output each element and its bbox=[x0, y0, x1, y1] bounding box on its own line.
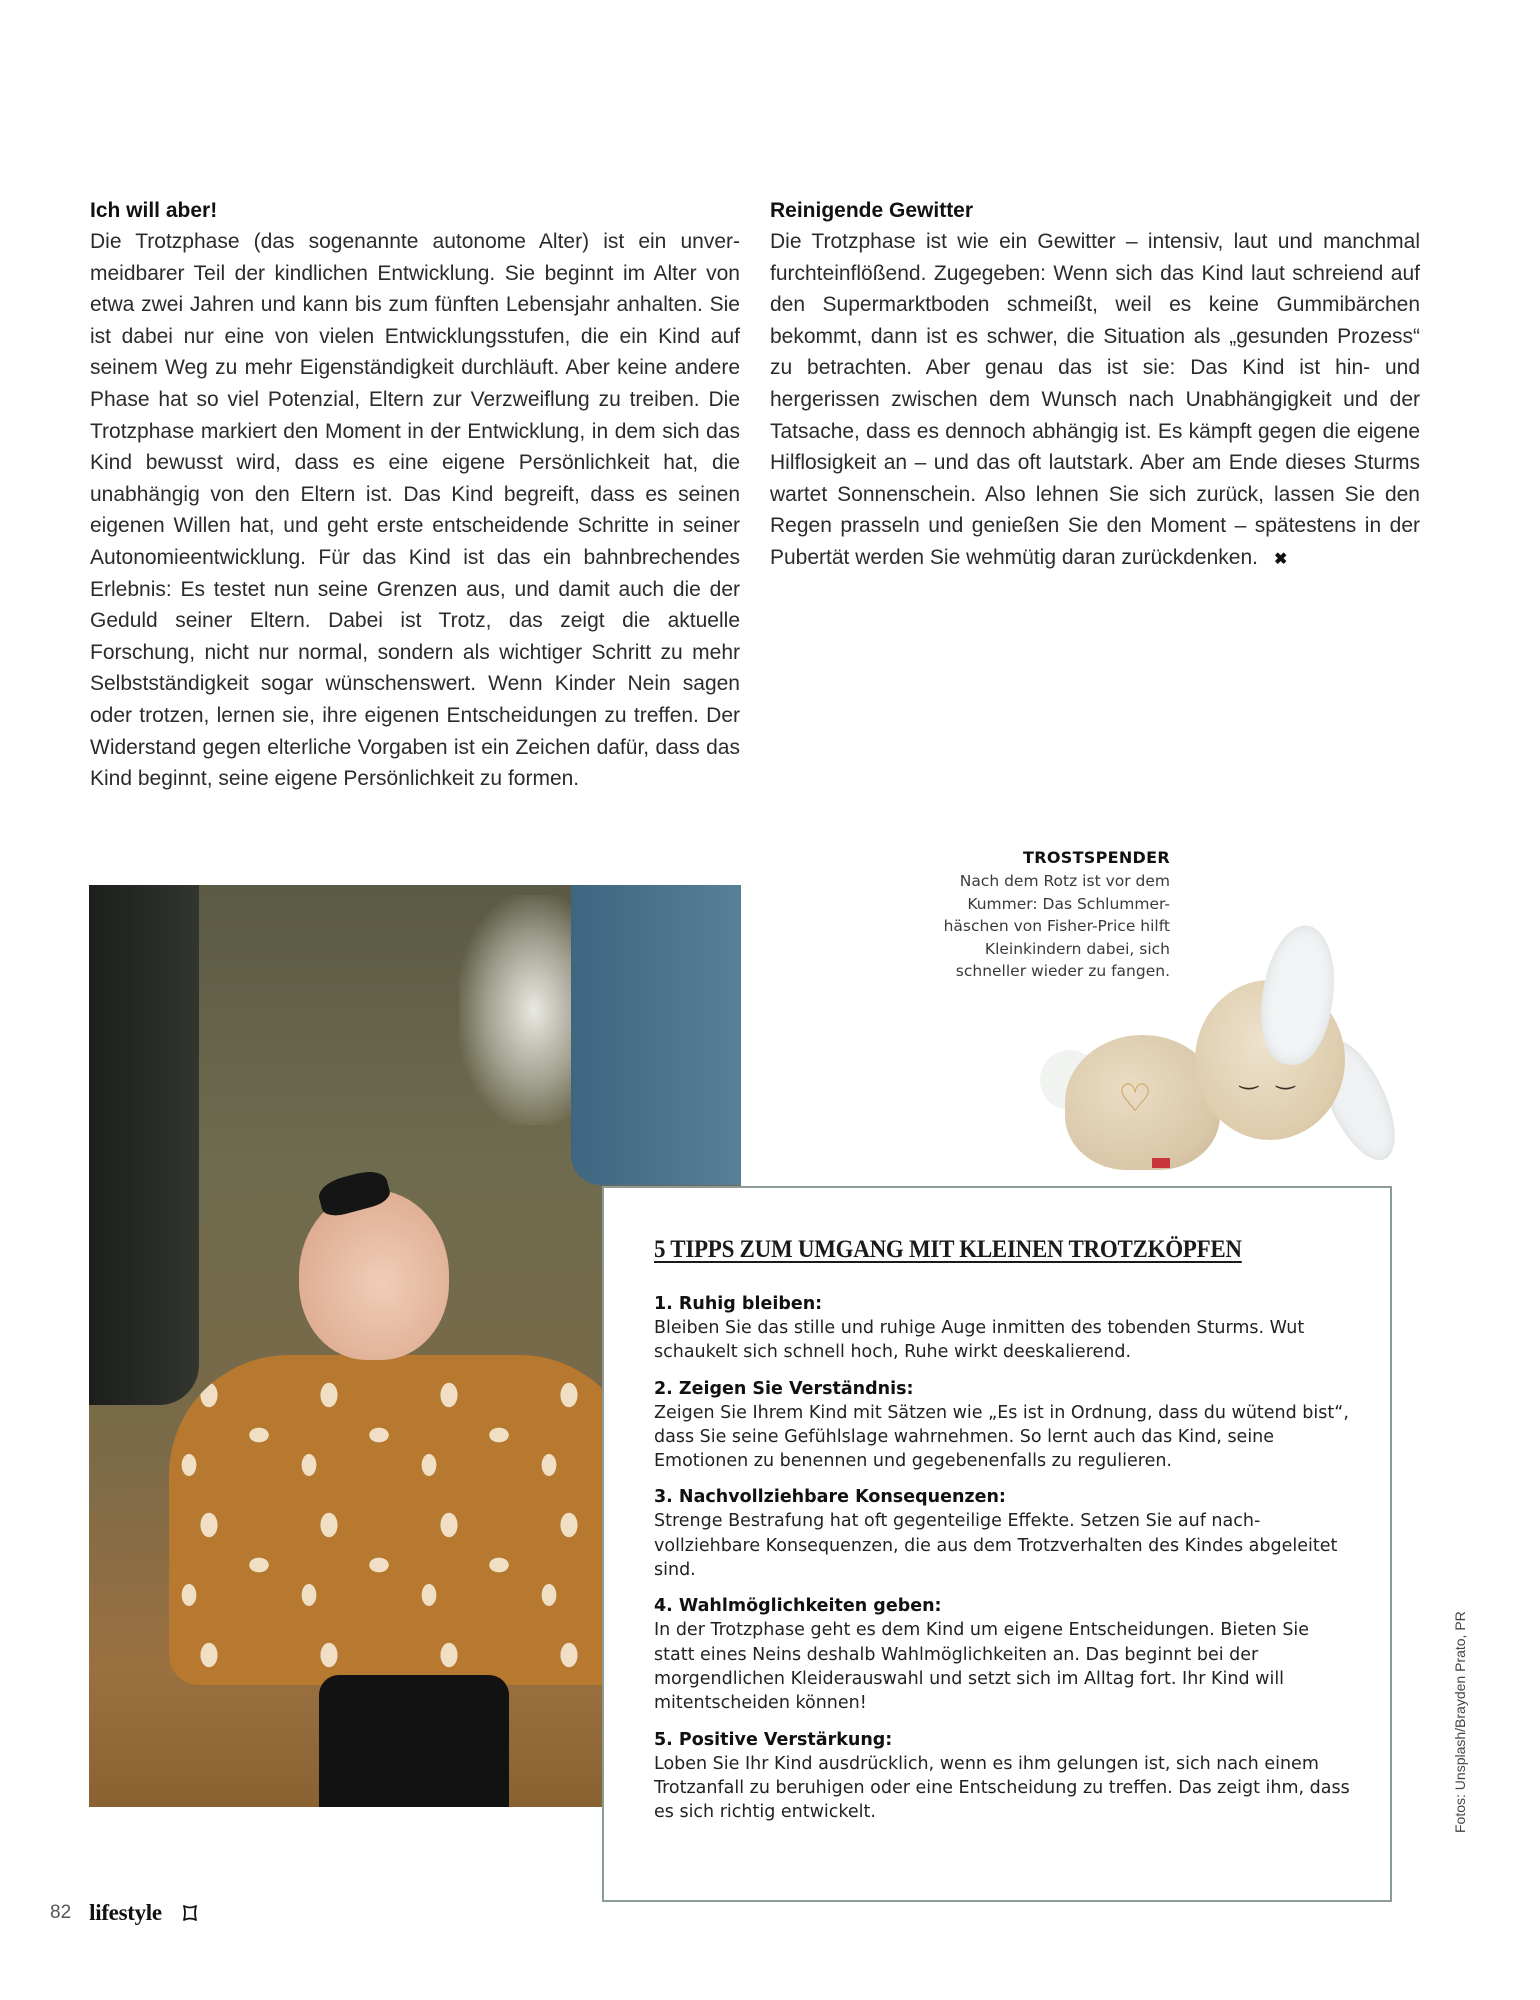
section-body-text: Die Trotzphase ist wie ein Gewitter – intensiv, laut und manchmal furchteinflößend. Zugegeben: Wenn sich das Kind laut schreiend auf den Supermarktboden schmeißt, weil es keine Gummibärchen bekommt, dann ist es schwer, die Situation als „gesunden Prozess“ zu betrachten. Aber genau das ist sie: Das Kind ist hin- und hergerissen zwischen dem Wunsch nach Unabhängigkeit und der Tatsache, dass es dennoch abhängig ist. Es kämpft gegen die eigene Hilflosigkeit an – und das oft lautstark. Aber am Ende dieses Sturms wartet Sonnenschein. Also lehnen Sie sich zurück, lassen Sie den Regen prasseln und genießen Sie den Moment – spätestens in der Pubertät werden Sie wehmütig daran zurückdenken. bbox=[770, 230, 1420, 569]
heart-icon: ♡ bbox=[1118, 1078, 1153, 1120]
photo-adult-right-arm bbox=[571, 885, 741, 1185]
tips-box-title: 5 TIPPS ZUM UMGANG MIT KLEINEN TROTZKÖPFEN bbox=[654, 1236, 1242, 1263]
page-footer bbox=[50, 1900, 200, 1926]
product-caption-title: TROSTSPENDER bbox=[1023, 848, 1170, 867]
article-section-reinigende-gewitter bbox=[770, 196, 1420, 576]
product-feature bbox=[930, 840, 1410, 1200]
end-mark-icon: ✖ bbox=[1273, 550, 1288, 568]
photo-adult-left-arm bbox=[89, 885, 199, 1405]
sleeping-face-icon: ‿ ‿ bbox=[1240, 1065, 1301, 1090]
tip-body: In der Trotzphase geht es dem Kind um eigene Entscheidungen. Bieten Sie statt eines Neins deshalb Wahlmöglichkeiten an. Das beginnt bei der morgendlichen Kleiderauswahl und setzt sich im Alltag fort. Ihr Kind will mitentscheiden können! bbox=[654, 1620, 1310, 1714]
tips-box bbox=[602, 1186, 1392, 1902]
photo-credit: Fotos: Unsplash/Brayden Prato, PR bbox=[1452, 1611, 1468, 1833]
section-heading: Ich will aber! bbox=[90, 199, 218, 222]
tip-title: 2. Zeigen Sie Verständnis: bbox=[654, 1378, 914, 1399]
article-section-ich-will-aber bbox=[90, 196, 740, 795]
page-number: 82 bbox=[50, 1902, 72, 1923]
tip-title: 1. Ruhig bleiben: bbox=[654, 1294, 823, 1314]
section-body bbox=[770, 226, 1420, 576]
tip-item bbox=[654, 1594, 1354, 1715]
tips-list bbox=[654, 1292, 1354, 1836]
tip-item bbox=[654, 1292, 1354, 1365]
tip-item bbox=[654, 1485, 1354, 1582]
quatrefoil-icon bbox=[180, 1903, 200, 1923]
section-name: lifestyle bbox=[89, 1900, 162, 1925]
section-body: Die Trotzphase (das sogenannte autonome Alter) ist ein unvermeidbarer Teil der kindlichen Entwicklung. Sie beginnt im Alter von etwa zwei Jahren und kann bis zum fünften Lebensjahr anhalten. Sie ist dabei nur eine von vielen Entwicklungsstufen, die ein Kind auf seinem Weg zu mehr Eigenständigkeit durchläuft. Aber keine andere Phase hat so viel Potenzial, Eltern zur Verzweiflung zu treiben. Die Trotzphase markiert den Moment in der Entwicklung, in dem sich das Kind bewusst wird, dass es eine eigene Persönlichkeit hat, die unabhängig von den Eltern ist. Das Kind begreift, dass es seinen eigenen Willen hat, und geht erste entscheidende Schritte in seiner Autonomieentwicklung. Für das Kind ist das ein bahnbrechendes Erlebnis: Es testet nun seine Grenzen aus, und damit auch die der Geduld seiner Eltern. Dabei ist Trotz, das zeigt die aktuelle Forschung, nicht nur normal, sondern als wichtiger Schritt zu mehr Selbstständigkeit sogar wünschenswert. Wenn Kinder Nein sagen oder trotzen, lernen sie, ihre eigenen Entscheidungen zu treffen. Der Widerstand gegen elterliche Vorgaben ist ein Zeichen dafür, dass das Kind beginnt, seine eigene Persönlichkeit zu formen. bbox=[90, 230, 740, 791]
photo-child-head bbox=[299, 1190, 449, 1360]
tip-body: Bleiben Sie das stille und ruhige Auge inmitten des tobenden Sturms. Wut schaukelt sich schnell hoch, Ruhe wirkt deeskalierend. bbox=[654, 1318, 1305, 1363]
tip-item bbox=[654, 1728, 1354, 1825]
photo-child-sweater bbox=[169, 1355, 639, 1685]
tip-body: Strenge Bestrafung hat oft gegenteilige Effekte. Setzen Sie auf nachvollziehbare Konsequenzen, die aus dem Trotzverhalten des Kindes abgeleitet sind. bbox=[654, 1511, 1338, 1581]
tip-title: 5. Positive Verstärkung: bbox=[654, 1729, 893, 1750]
photo-child-legs bbox=[319, 1675, 509, 1807]
tip-body: Loben Sie Ihr Kind ausdrücklich, wenn es ihm gelungen ist, sich nach einem Trotzanfall zu beruhigen oder eine Entscheidung zu treffen. Das zeigt ihm, dass es sich richtig entwickelt. bbox=[654, 1753, 1350, 1823]
product-caption-text: Nach dem Rotz ist vor dem Kummer: Das Schlummer-häschen von Fisher-Price hilft Kleinkindern dabei, sich schneller wieder zu fangen. bbox=[943, 872, 1170, 980]
tip-title: 3. Nachvollziehbare Konsequenzen: bbox=[654, 1487, 1006, 1508]
tip-title: 4. Wahlmöglichkeiten geben: bbox=[654, 1596, 942, 1617]
section-heading: Reinigende Gewitter bbox=[770, 199, 974, 222]
bunny-brand-tag bbox=[1152, 1158, 1170, 1168]
tip-body: Zeigen Sie Ihrem Kind mit Sätzen wie „Es ist in Ordnung, dass du wütend bist“, dass Sie seine Gefühlslage wahrnehmen. So lernt auch das Kind, seine Emotionen zu benennen und gegebenenfalls zu regulieren. bbox=[654, 1402, 1349, 1472]
tip-item bbox=[654, 1377, 1354, 1474]
